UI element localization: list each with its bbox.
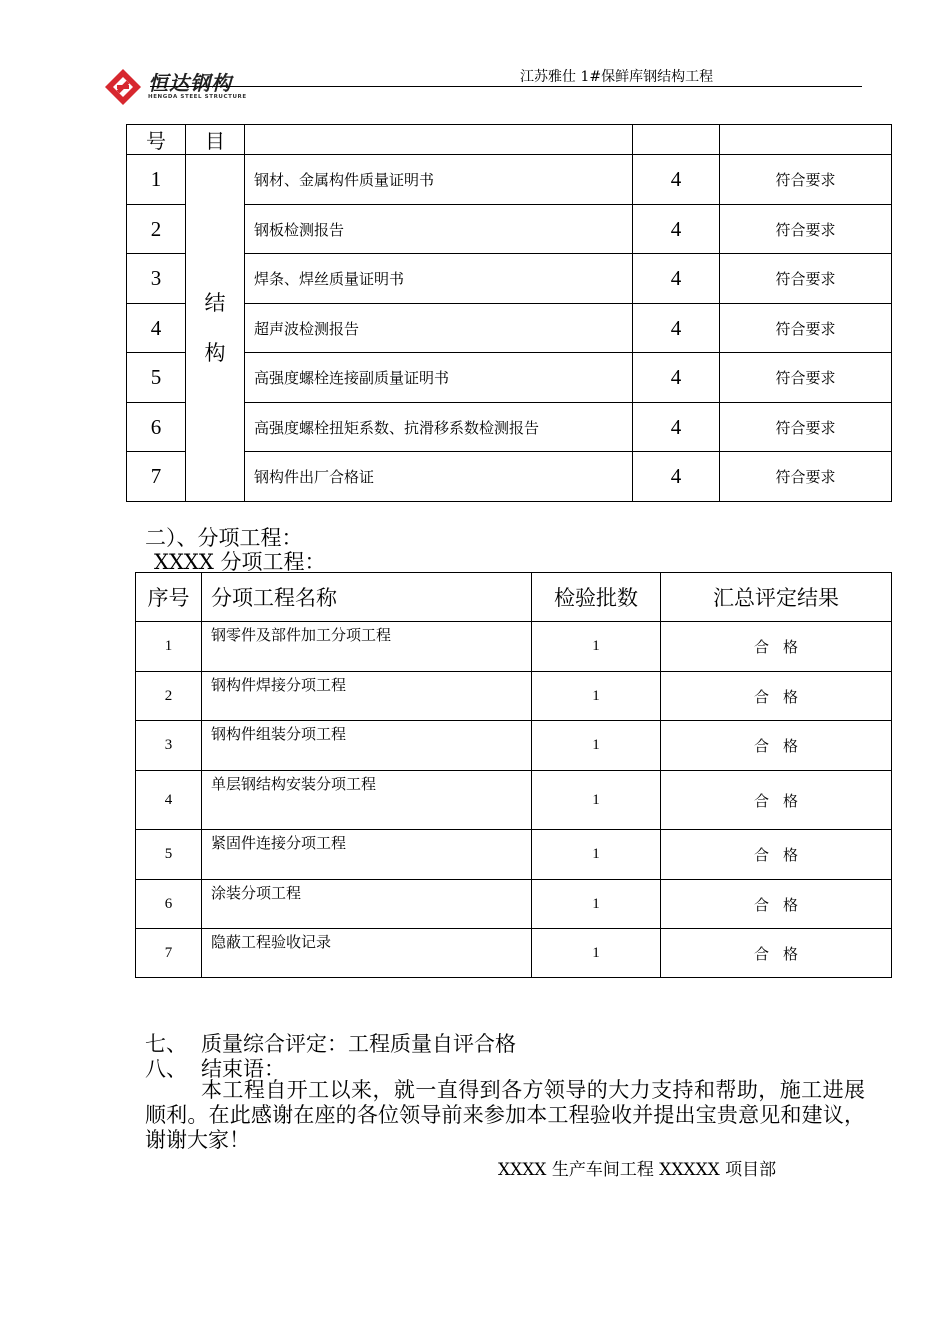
batch-count: 1	[532, 830, 661, 880]
row-number: 4	[136, 771, 202, 830]
table-row	[136, 830, 892, 880]
header-divider	[150, 86, 862, 87]
batch-count: 1	[532, 880, 661, 929]
section-7-text: 质量综合评定：工程质量自评合格	[201, 1032, 516, 1056]
sub-item-works-table	[135, 572, 892, 978]
table-row	[136, 672, 892, 721]
quality-documents-table	[126, 124, 892, 502]
section-heading: 二）、分项工程：	[145, 526, 303, 550]
row-number: 7	[136, 929, 202, 978]
table-row	[136, 880, 892, 929]
project-title: 江苏雅仕 1#保鲜库钢结构工程	[520, 69, 714, 85]
document-result: 符合要求	[720, 304, 892, 353]
result: 合格	[661, 929, 892, 978]
table-row	[136, 771, 892, 830]
header-cell: 目	[186, 125, 245, 155]
category-cell	[186, 155, 245, 502]
row-number: 1	[127, 155, 186, 205]
document-name: 焊条、焊丝质量证明书	[245, 254, 633, 304]
document-result: 符合要求	[720, 205, 892, 254]
category-char: 构	[204, 341, 226, 365]
document-count: 4	[633, 452, 720, 502]
header-cell: 号	[127, 125, 186, 155]
document-count: 4	[633, 304, 720, 353]
document-count: 4	[633, 254, 720, 304]
document-name: 钢材、金属构件质量证明书	[245, 155, 633, 205]
work-name: 钢构件焊接分项工程	[202, 672, 532, 721]
row-number: 2	[136, 672, 202, 721]
result: 合格	[661, 672, 892, 721]
header-cell	[720, 125, 892, 155]
header-cell: 序号	[136, 573, 202, 622]
section-subheading: XXXX 分项工程：	[154, 550, 326, 574]
work-name: 单层钢结构安装分项工程	[202, 771, 532, 830]
row-number: 5	[136, 830, 202, 880]
batch-count: 1	[532, 622, 661, 672]
document-result: 符合要求	[720, 403, 892, 452]
row-number: 2	[127, 205, 186, 254]
batch-count: 1	[532, 721, 661, 771]
document-count: 4	[633, 353, 720, 403]
row-number: 3	[127, 254, 186, 304]
document-count: 4	[633, 403, 720, 452]
row-number: 7	[127, 452, 186, 502]
logo-text-cn: 恒达钢构	[148, 71, 232, 95]
category-char: 结	[204, 291, 226, 315]
header-cell: 分项工程名称	[202, 573, 532, 622]
result: 合格	[661, 880, 892, 929]
work-name: 钢构件组装分项工程	[202, 721, 532, 771]
row-number: 1	[136, 622, 202, 672]
work-name: 隐蔽工程验收记录	[202, 929, 532, 978]
document-count: 4	[633, 205, 720, 254]
work-name: 钢零件及部件加工分项工程	[202, 622, 532, 672]
company-logo	[104, 66, 247, 108]
document-result: 符合要求	[720, 254, 892, 304]
section-8-title: 结束语：	[201, 1057, 285, 1081]
row-number: 3	[136, 721, 202, 771]
batch-count: 1	[532, 929, 661, 978]
logo-text-en: HENGDA STEEL STRUCTURE	[148, 94, 247, 100]
section-8-number: 八、	[145, 1057, 187, 1081]
header-cell: 汇总评定结果	[661, 573, 892, 622]
header-cell	[245, 125, 633, 155]
table-row	[136, 622, 892, 672]
document-name: 钢板检测报告	[245, 205, 633, 254]
work-name: 涂装分项工程	[202, 880, 532, 929]
batch-count: 1	[532, 771, 661, 830]
document-name: 高强度螺栓扭矩系数、抗滑移系数检测报告	[245, 403, 633, 452]
closing-paragraph: 本工程自开工以来，就一直得到各方领导的大力支持和帮助，施工进展顺利。在此感谢在座的各位领导前来参加本工程验收并提出宝贵意见和建议，谢谢大家！	[145, 1078, 865, 1152]
row-number: 6	[127, 403, 186, 452]
row-number: 6	[136, 880, 202, 929]
table-row	[127, 155, 892, 205]
table-header-row	[127, 125, 892, 155]
document-result: 符合要求	[720, 353, 892, 403]
header-cell	[633, 125, 720, 155]
document-result: 符合要求	[720, 452, 892, 502]
document-count: 4	[633, 155, 720, 205]
batch-count: 1	[532, 672, 661, 721]
logo-diamond-icon	[104, 68, 142, 106]
result: 合格	[661, 830, 892, 880]
result: 合格	[661, 622, 892, 672]
row-number: 5	[127, 353, 186, 403]
table-row	[136, 929, 892, 978]
signature: XXXX 生产车间工程 XXXXX 项目部	[498, 1160, 777, 1180]
header-cell: 检验批数	[532, 573, 661, 622]
result: 合格	[661, 771, 892, 830]
section-7-number: 七、	[145, 1032, 187, 1056]
result: 合格	[661, 721, 892, 771]
document-name: 超声波检测报告	[245, 304, 633, 353]
work-name: 紧固件连接分项工程	[202, 830, 532, 880]
document-name: 高强度螺栓连接副质量证明书	[245, 353, 633, 403]
document-name: 钢构件出厂合格证	[245, 452, 633, 502]
table-row	[136, 721, 892, 771]
document-result: 符合要求	[720, 155, 892, 205]
row-number: 4	[127, 304, 186, 353]
table-header-row	[136, 573, 892, 622]
